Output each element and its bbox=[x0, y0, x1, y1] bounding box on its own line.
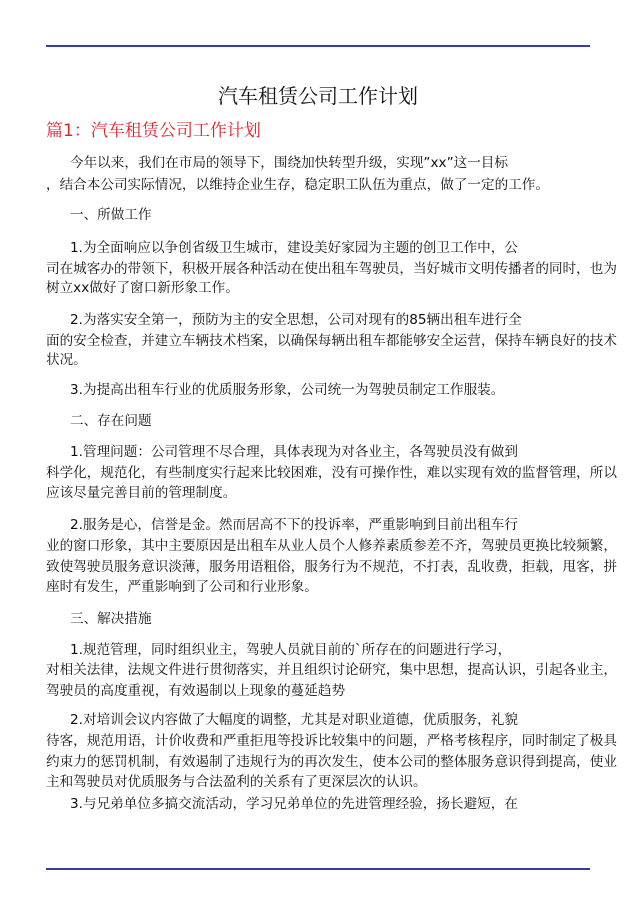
text-line: 应该尽量完善目前的管理制度。 bbox=[46, 485, 237, 501]
text-line: 约束力的惩罚机制，有效遏制了违规行为的再次发生，使本公司的整体服务意识得到提高，使业 bbox=[46, 754, 617, 770]
section-heading: 篇1：汽车租赁公司工作计划 bbox=[46, 121, 261, 141]
text-line: 2.服务是心，信誉是金。然而居高不下的投诉率，严重影响到目前出租车行 bbox=[70, 517, 518, 533]
section-title: 一、所做工作 bbox=[70, 207, 152, 223]
header-rule bbox=[46, 45, 590, 47]
text-line: 1.规范管理，同时组织业主，驾驶人员就目前的`所存在的问题进行学习， bbox=[70, 642, 512, 658]
section-title: 三、解决措施 bbox=[70, 611, 152, 627]
document-title: 汽车租赁公司工作计划 bbox=[218, 84, 418, 108]
text-line: 面的安全检查，并建立车辆技术档案，以确保每辆出租车都能够安全运营，保持车辆良好的技术 bbox=[46, 333, 617, 349]
text-line: 业的窗口形象，其中主要原因是出租车从业人员个人修养素质参差不齐，驾驶员更换比较频繁， bbox=[46, 538, 617, 554]
text-line: 今年以来，我们在市局的领导下，围绕加快转型升级，实现”xx”这一目标 bbox=[70, 155, 508, 171]
text-line: 司在城客办的带领下，积极开展各种活动在使出租车驾驶员，当好城市文明传播者的同时，也为 bbox=[46, 261, 617, 277]
text-line: 3.为提高出租车行业的优质服务形象，公司统一为驾驶员制定工作服装。 bbox=[70, 382, 505, 398]
text-line: 座时有发生，严重影响到了公司和行业形象。 bbox=[46, 579, 318, 595]
text-line: 主和驾驶员对优质服务与合法盈利的关系有了更深层次的认识。 bbox=[46, 774, 427, 790]
text-line: 2.对培训会议内容做了大幅度的调整，尤其是对职业道德，优质服务，礼貌 bbox=[70, 712, 518, 728]
text-line: 3.与兄弟单位多搞交流活动，学习兄弟单位的先进管理经验，扬长避短，在 bbox=[70, 796, 518, 812]
text-line: 1.管理问题：公司管理不尽合理，具体表现为对各业主，各驾驶员没有做到 bbox=[70, 444, 518, 460]
text-line: 2.为落实安全第一，预防为主的安全思想，公司对现有的85辆出租车进行全 bbox=[70, 312, 522, 328]
text-line: 1.为全面响应以争创省级卫生城市，建设美好家园为主题的创卫工作中，公 bbox=[70, 240, 518, 256]
text-line: 致使驾驶员服务意识淡薄，服务用语粗俗，服务行为不规范，不打表，乱收费，拒载，甩客，拼 bbox=[46, 559, 617, 575]
text-line: ，结合本公司实际情况，以维持企业生存，稳定职工队伍为重点，做了一定的工作。 bbox=[46, 177, 549, 193]
section-title: 二、存在问题 bbox=[70, 413, 152, 429]
text-line: 驾驶员的高度重视，有效遏制以上现象的蔓延趋势 bbox=[46, 683, 346, 699]
text-line: 对相关法律，法规文件进行贯彻落实，并且组织讨论研究，集中思想，提高认识，引起各业主， bbox=[46, 662, 617, 678]
text-line: 树立xx做好了窗口新形象工作。 bbox=[46, 280, 239, 296]
text-line: 科学化，规范化，有些制度实行起来比较困难，没有可操作性，难以实现有效的监督管理，所以 bbox=[46, 465, 617, 481]
text-line: 待客，规范用语，计价收费和严重拒甩等投诉比较集中的问题，严格考核程序，同时制定了极具 bbox=[46, 733, 617, 749]
footer-rule bbox=[46, 868, 590, 870]
text-line: 状况。 bbox=[46, 352, 87, 368]
